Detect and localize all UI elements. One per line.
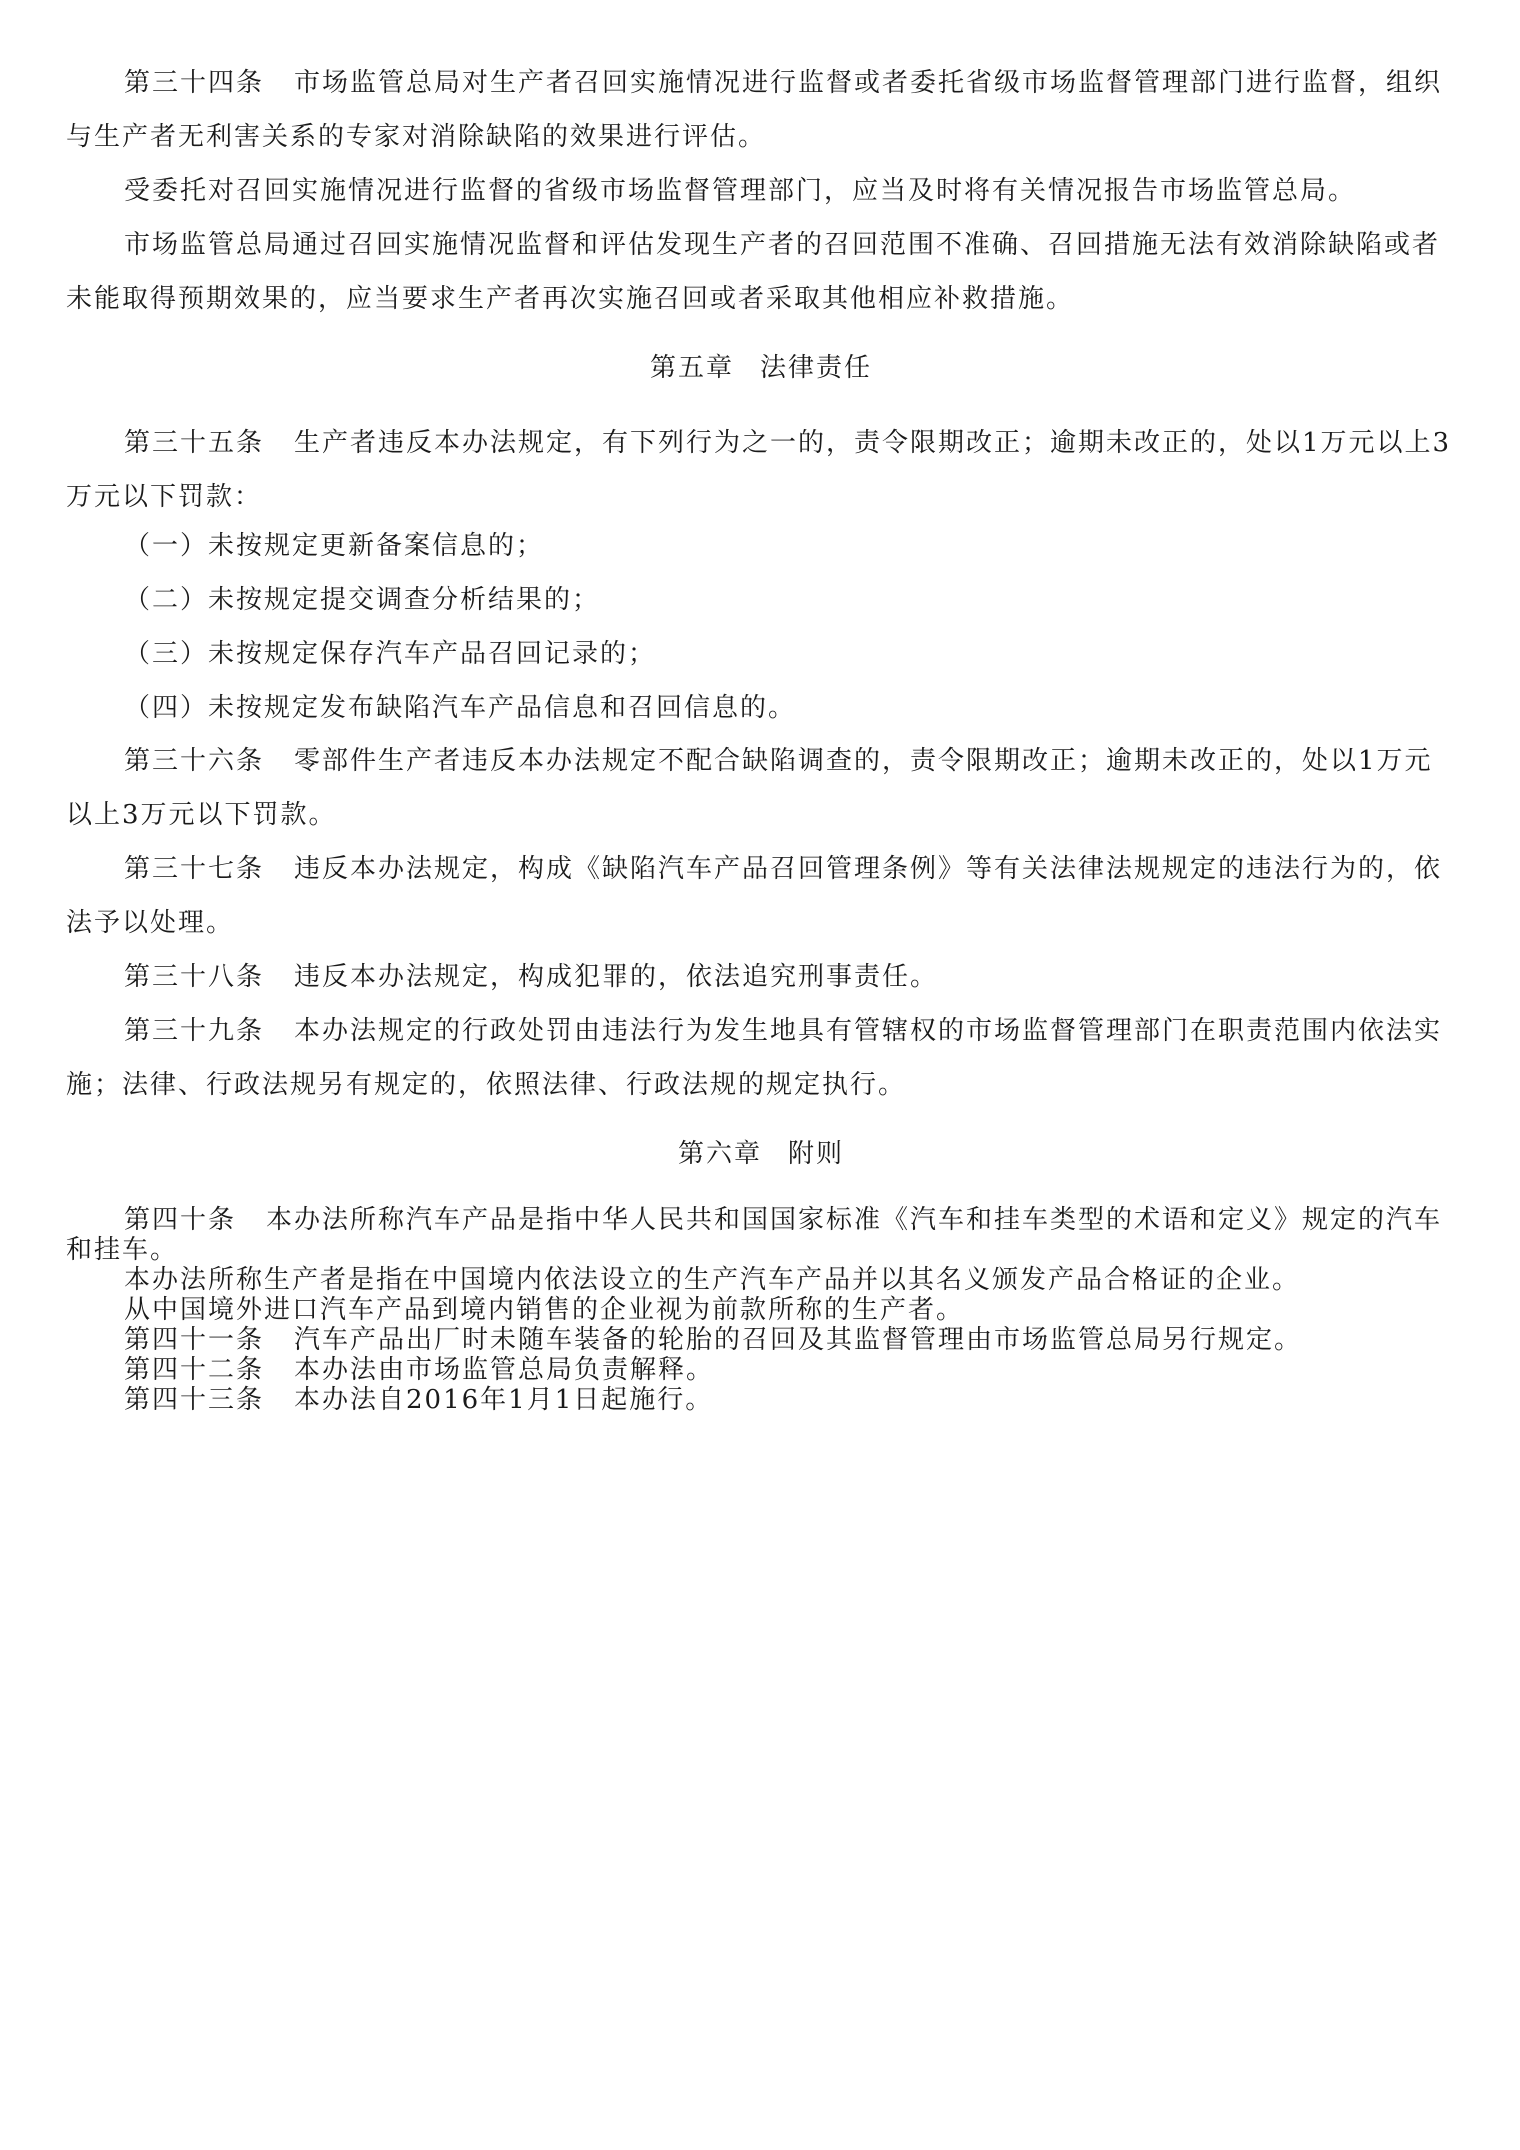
chapter-number: 第六章: [677, 1139, 762, 1169]
article-label: 第三十九条: [124, 1016, 265, 1046]
chapter-5-heading: [66, 348, 1456, 388]
article-text: 违反本办法规定，构成《缺陷汽车产品召回管理条例》等有关法律法规规定的违法行为的，依法予以处理。: [66, 854, 1443, 938]
article-text: 本办法由市场监管总局负责解释。: [294, 1355, 715, 1385]
paragraph-text: 受委托对召回实施情况进行监督的省级市场监督管理部门，应当及时将有关情况报告市场监管总局。: [124, 176, 1357, 206]
article-36: [66, 734, 1456, 842]
article-42: [66, 1355, 1456, 1385]
article-text: 违反本办法规定，构成犯罪的，依法追究刑事责任。: [294, 962, 939, 992]
article-label: 第三十六条: [124, 746, 265, 776]
list-item: （二）未按规定提交调查分析结果的；: [124, 585, 601, 615]
list-item: （四）未按规定发布缺陷汽车产品信息和召回信息的。: [124, 693, 797, 723]
article-text: 本办法所称汽车产品是指中华人民共和国国家标准《汽车和挂车类型的术语和定义》规定的汽车和挂车。: [66, 1205, 1443, 1265]
article-34: [66, 56, 1456, 164]
chapter-title: 法律责任: [760, 353, 873, 383]
article-34-paragraph-3: [66, 218, 1456, 326]
article-text: 汽车产品出厂时未随车装备的轮胎的召回及其监督管理由市场监管总局另行规定。: [294, 1325, 1303, 1355]
chapter-number: 第五章: [649, 353, 734, 383]
article-text: 零部件生产者违反本办法规定不配合缺陷调查的，责令限期改正；逾期未改正的，处以1万元以上3万元以下罚款。: [66, 746, 1433, 830]
paragraph-text: 从中国境外进口汽车产品到境内销售的企业视为前款所称的生产者。: [124, 1295, 965, 1325]
article-40-paragraph-3: [66, 1295, 1456, 1325]
article-label: 第四十一条: [124, 1325, 265, 1355]
article-34-paragraph-2: [66, 164, 1456, 218]
list-item: （一）未按规定更新备案信息的；: [124, 531, 545, 561]
article-41: [66, 1325, 1456, 1355]
article-text: 本办法自2016年1月1日起施行。: [294, 1385, 714, 1415]
article-label: 第四十三条: [124, 1385, 265, 1415]
article-label: 第三十八条: [124, 962, 265, 992]
article-40: [66, 1205, 1456, 1265]
article-39: [66, 1004, 1456, 1112]
article-text: 生产者违反本办法规定，有下列行为之一的，责令限期改正；逾期未改正的，处以1万元以上3万元以下罚款：: [66, 428, 1452, 512]
article-38: [66, 950, 1456, 1004]
article-label: 第四十二条: [124, 1355, 265, 1385]
chapter-title: 附则: [788, 1139, 845, 1169]
article-label: 第三十七条: [124, 854, 265, 884]
article-label: 第三十四条: [124, 68, 265, 98]
paragraph-text: 市场监管总局通过召回实施情况监督和评估发现生产者的召回范围不准确、召回措施无法有效消除缺陷或者未能取得预期效果的，应当要求生产者再次实施召回或者采取其他相应补救措施。: [66, 230, 1441, 314]
article-label: 第三十五条: [124, 428, 265, 458]
article-text: 市场监管总局对生产者召回实施情况进行监督或者委托省级市场监督管理部门进行监督，组织与生产者无利害关系的专家对消除缺陷的效果进行评估。: [66, 68, 1443, 152]
article-label: 第四十条: [124, 1205, 237, 1235]
article-35: [66, 416, 1456, 524]
article-40-paragraph-2: [66, 1265, 1456, 1295]
list-item: （三）未按规定保存汽车产品召回记录的；: [124, 639, 657, 669]
article-43: [66, 1385, 1456, 1415]
article-37: [66, 842, 1456, 950]
article-text: 本办法规定的行政处罚由违法行为发生地具有管辖权的市场监督管理部门在职责范围内依法实施；法律、行政法规另有规定的，依照法律、行政法规的规定执行。: [66, 1016, 1443, 1100]
paragraph-text: 本办法所称生产者是指在中国境内依法设立的生产汽车产品并以其名义颁发产品合格证的企业。: [124, 1265, 1301, 1295]
chapter-6-heading: [66, 1134, 1456, 1174]
